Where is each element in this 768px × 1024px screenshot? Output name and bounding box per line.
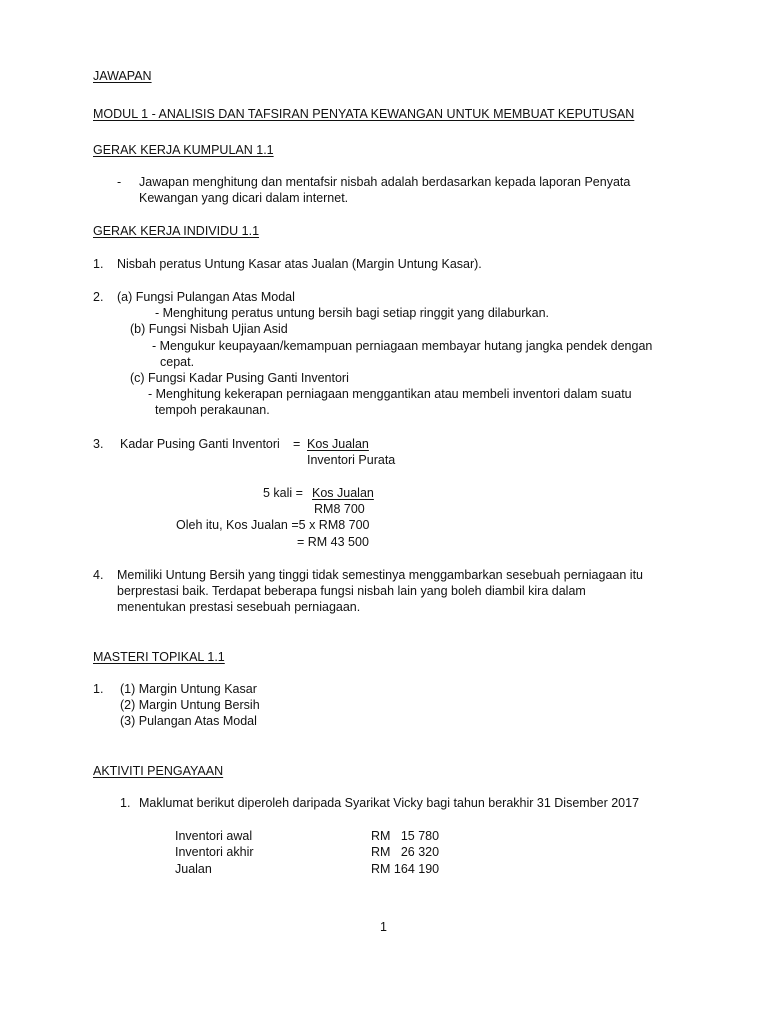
gkk-heading: GERAK KERJA KUMPULAN 1.1: [93, 143, 274, 157]
aktiviti-heading: AKTIVITI PENGAYAAN: [93, 764, 224, 778]
q3-number: 3.: [93, 437, 104, 451]
q2-number: 2.: [93, 290, 104, 304]
q3-label: Kadar Pusing Ganti Inventori: [120, 437, 280, 451]
aktiviti-intro: Maklumat berikut diperoleh daripada Syarikat Vicky bagi tahun berakhir 31 Disember 2017: [139, 796, 640, 810]
gkk-bullet: -: [117, 175, 122, 189]
q2c-description-2: tempoh perakaunan.: [155, 403, 270, 417]
masteri-heading: MASTERI TOPIKAL 1.1: [93, 650, 225, 664]
q3-rm-value: RM8 700: [314, 502, 365, 516]
data-row-value: RM 26 320: [371, 845, 440, 859]
q3-equals: =: [293, 437, 301, 451]
q3-result: = RM 43 500: [297, 535, 369, 549]
q2a-label: (a) Fungsi Pulangan Atas Modal: [117, 290, 295, 304]
gkk-line-1: Jawapan menghitung dan mentafsir nisbah adalah berdasarkan kepada laporan Penyata: [139, 175, 631, 189]
q1-number: 1.: [93, 257, 104, 271]
q3-denominator: Inventori Purata: [307, 453, 396, 467]
data-row-value: RM 15 780: [371, 829, 440, 843]
q3-kos-jualan: Kos Jualan: [312, 486, 374, 500]
q4-line-3: menentukan prestasi sesebuah perniagaan.: [117, 600, 361, 614]
gkk-line-2: Kewangan yang dicari dalam internet.: [139, 191, 349, 205]
q2b-description-1: - Mengukur keupayaan/kemampuan perniagaan membayar hutang jangka pendek dengan: [152, 339, 653, 353]
data-row-label: Jualan: [175, 862, 212, 876]
q3-numerator: Kos Jualan: [307, 437, 369, 451]
q4-number: 4.: [93, 568, 104, 582]
q4-line-2: berprestasi baik. Terdapat beberapa fungsi nisbah lain yang boleh diambil kira dalam: [117, 584, 586, 598]
data-row-label: Inventori akhir: [175, 845, 254, 859]
masteri-item-1: (1) Margin Untung Kasar: [120, 682, 257, 696]
jawapan-heading: JAWAPAN: [93, 69, 152, 83]
q2a-description: - Menghitung peratus untung bersih bagi setiap ringgit yang dilaburkan.: [155, 306, 550, 320]
aktiviti-number: 1.: [120, 796, 131, 810]
data-row-label: Inventori awal: [175, 829, 253, 843]
q2c-label: (c) Fungsi Kadar Pusing Ganti Inventori: [130, 371, 349, 385]
q2b-label: (b) Fungsi Nisbah Ujian Asid: [130, 322, 288, 336]
q2c-description-1: - Menghitung kekerapan perniagaan menggantikan atau membeli inventori dalam suatu: [148, 387, 632, 401]
q3-oleh-itu: Oleh itu, Kos Jualan =5 x RM8 700: [176, 518, 370, 532]
masteri-item-2: (2) Margin Untung Bersih: [120, 698, 260, 712]
q4-line-1: Memiliki Untung Bersih yang tinggi tidak semestinya menggambarkan sesebuah perniagaan itu: [117, 568, 643, 582]
data-row-value: RM 164 190: [371, 862, 440, 876]
q3-5kali: 5 kali =: [263, 486, 303, 500]
q2b-description-2: cepat.: [160, 355, 195, 369]
q1-text: Nisbah peratus Untung Kasar atas Jualan (Margin Untung Kasar).: [117, 257, 482, 271]
masteri-number: 1.: [93, 682, 104, 696]
module-title: MODUL 1 - ANALISIS DAN TAFSIRAN PENYATA KEWANGAN UNTUK MEMBUAT KEPUTUSAN: [93, 107, 635, 121]
page-number: 1: [380, 920, 387, 934]
masteri-item-3: (3) Pulangan Atas Modal: [120, 714, 257, 728]
gki-heading: GERAK KERJA INDIVIDU 1.1: [93, 224, 260, 238]
